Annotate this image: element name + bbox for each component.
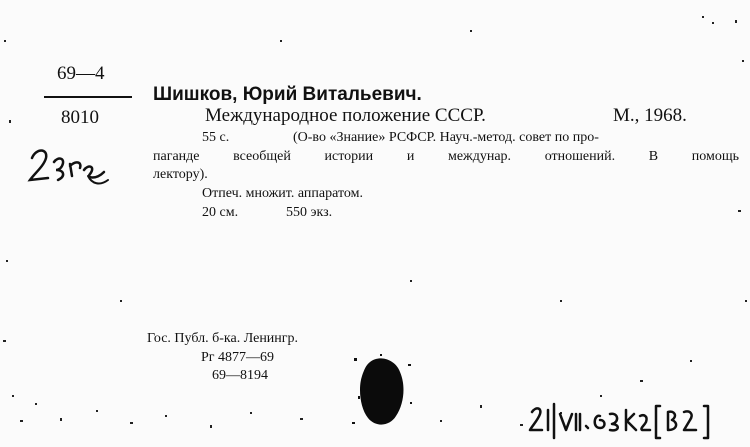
reproduction-note: Отпеч. множит. аппаратом. bbox=[202, 186, 363, 201]
accession-number: 69—8194 bbox=[212, 368, 268, 383]
series-note: (О-во «Знание» РСФСР. Науч.-метод. совет по про- bbox=[293, 130, 599, 145]
pagination: 55 с. bbox=[202, 130, 230, 145]
size-note: 20 см. bbox=[202, 205, 239, 220]
card-punch-hole bbox=[350, 352, 420, 432]
library-stamp: Гос. Публ. б-ка. Ленингр. bbox=[147, 331, 299, 346]
series-note-continued: паганде всеобщей истории и междунар. отношений. В помощь bbox=[153, 149, 739, 164]
book-title: Международное положение СССР. bbox=[205, 105, 486, 126]
call-number-bottom: 8010 bbox=[61, 107, 99, 128]
handwritten-shelf-note bbox=[528, 400, 738, 440]
call-number-divider bbox=[44, 96, 132, 98]
series-note-end: лектору). bbox=[153, 167, 208, 182]
copies-note: 550 экз. bbox=[286, 205, 333, 220]
author-heading: Шишков, Юрий Витальевич. bbox=[153, 84, 422, 105]
handwritten-note bbox=[26, 146, 116, 190]
registration-code: Рг 4877—69 bbox=[201, 350, 275, 365]
imprint: М., 1968. bbox=[613, 105, 687, 126]
call-number-top: 69—4 bbox=[57, 63, 105, 84]
